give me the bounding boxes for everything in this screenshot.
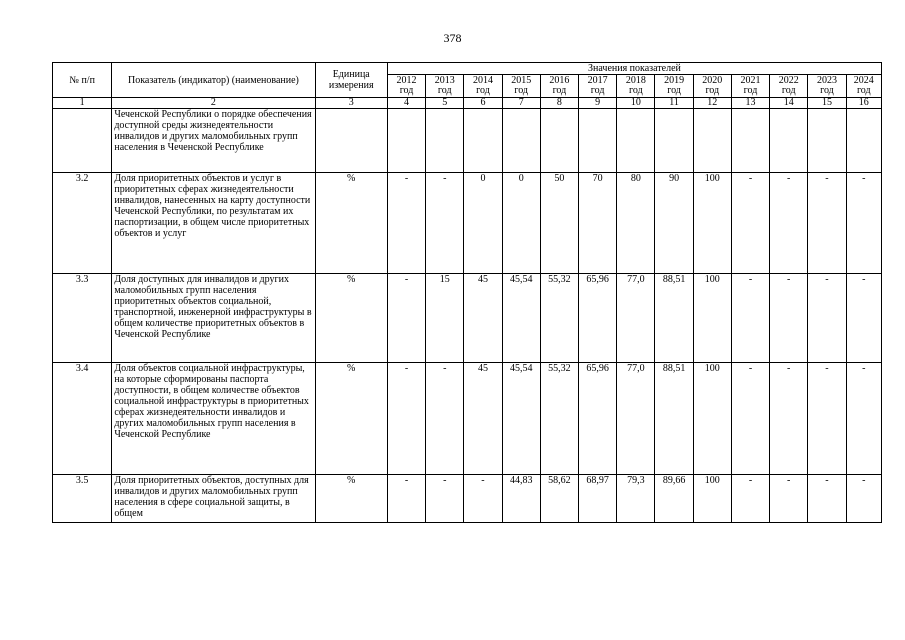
row-unit: % [315, 363, 387, 475]
header-year-value: 2022 [778, 75, 799, 86]
header-year-value: 2021 [740, 75, 761, 86]
column-number: 8 [540, 98, 578, 109]
column-number: 4 [387, 98, 425, 109]
row-value [655, 109, 693, 173]
header-year-suffix: год [667, 85, 681, 96]
row-value: 45 [464, 363, 502, 475]
row-value: - [770, 475, 808, 523]
header-year-suffix: год [743, 85, 758, 96]
row-value: - [387, 475, 425, 523]
row-value: 80 [617, 173, 655, 274]
row-value [808, 109, 846, 173]
row-value: 100 [693, 363, 731, 475]
header-year-suffix: год [399, 85, 414, 96]
row-value: 90 [655, 173, 693, 274]
row-value: 45 [464, 274, 502, 363]
row-value: - [426, 475, 464, 523]
header-year-suffix: год [820, 85, 834, 96]
row-value: - [846, 274, 881, 363]
row-value: 15 [426, 274, 464, 363]
column-number: 14 [770, 98, 808, 109]
header-year-suffix: год [629, 85, 643, 96]
row-indicator: Доля приоритетных объектов, доступных для инвалидов и других маломобильных групп населения в сфере социальной защиты, в общем [112, 475, 315, 523]
row-value: - [808, 475, 846, 523]
table-row [53, 109, 882, 173]
column-number: 1 [53, 98, 112, 109]
row-value: 45,54 [502, 363, 540, 475]
header-year-value: 2015 [511, 75, 532, 86]
column-number: 12 [693, 98, 731, 109]
table-row [53, 363, 882, 475]
row-value: 65,96 [579, 274, 617, 363]
column-number: 2 [112, 98, 315, 109]
table-row [53, 173, 882, 274]
row-value [617, 109, 655, 173]
row-value: 45,54 [502, 274, 540, 363]
row-number: 3.4 [53, 363, 112, 475]
column-number: 16 [846, 98, 881, 109]
header-num: № п/п [53, 63, 112, 98]
row-value [464, 109, 502, 173]
row-unit: % [315, 173, 387, 274]
row-value: - [731, 363, 769, 475]
row-indicator: Доля доступных для инвалидов и других маломобильных групп населения приоритетных объектов социальной, транспортной, инженерной инфраструктуры в общем количестве приоритетных объектов в Чеченской Республике [112, 274, 315, 363]
header-year [464, 75, 502, 98]
header-year-suffix: год [856, 85, 871, 96]
column-number: 11 [655, 98, 693, 109]
header-year [693, 75, 731, 98]
header-year-value: 2018 [625, 75, 646, 86]
header-year [540, 75, 578, 98]
header-values: Значения показателей [387, 63, 881, 75]
header-year [387, 75, 425, 98]
header-year-value: 2016 [549, 75, 570, 86]
row-value [731, 109, 769, 173]
header-year-suffix: год [552, 85, 567, 96]
row-value: 77,0 [617, 274, 655, 363]
column-number: 9 [579, 98, 617, 109]
column-number: 7 [502, 98, 540, 109]
row-value: 70 [579, 173, 617, 274]
row-number: 3.5 [53, 475, 112, 523]
row-value: 65,96 [579, 363, 617, 475]
row-indicator: Доля объектов социальной инфраструктуры, на которые сформированы паспорта доступности, в общем количестве объектов социальной инфраструктуры в приоритетных сферах жизнедеятельности инвалидов и других маломобильных групп населения в Чеченской Республике [112, 363, 315, 475]
table-row [53, 274, 882, 363]
row-value: - [426, 173, 464, 274]
header-year-value: 2012 [396, 75, 417, 86]
header-year-value: 2020 [702, 75, 723, 86]
column-number: 13 [731, 98, 769, 109]
row-unit [315, 109, 387, 173]
row-value [846, 109, 881, 173]
row-value: 58,62 [540, 475, 578, 523]
header-year [617, 75, 655, 98]
header-year-value: 2019 [664, 75, 685, 86]
row-value: - [770, 173, 808, 274]
row-value: - [808, 173, 846, 274]
header-indicator: Показатель (индикатор) (наименование) [112, 63, 315, 98]
header-year-value: 2024 [853, 75, 874, 86]
row-value [387, 109, 425, 173]
row-value: 79,3 [617, 475, 655, 523]
row-value: - [770, 363, 808, 475]
row-value: - [387, 274, 425, 363]
header-year-value: 2014 [472, 75, 493, 86]
column-number: 10 [617, 98, 655, 109]
row-value [502, 109, 540, 173]
row-value: - [731, 274, 769, 363]
header-year [502, 75, 540, 98]
row-unit: % [315, 274, 387, 363]
row-value: 88,51 [655, 363, 693, 475]
row-value: - [387, 363, 425, 475]
header-year-suffix: год [514, 85, 529, 96]
row-value: - [426, 363, 464, 475]
header-year-suffix: год [781, 85, 796, 96]
row-value: 100 [693, 173, 731, 274]
row-value [579, 109, 617, 173]
header-year [655, 75, 693, 98]
row-value: - [808, 363, 846, 475]
row-value: - [464, 475, 502, 523]
row-value: - [731, 173, 769, 274]
row-value: - [770, 274, 808, 363]
row-unit: % [315, 475, 387, 523]
header-year [770, 75, 808, 98]
column-numbers-row [53, 98, 882, 109]
row-value: 68,97 [579, 475, 617, 523]
header-year-suffix: год [476, 85, 490, 96]
row-value: 44,83 [502, 475, 540, 523]
row-value: 77,0 [617, 363, 655, 475]
row-value [540, 109, 578, 173]
header-year-value: 2013 [434, 75, 455, 86]
row-number [53, 109, 112, 173]
row-number: 3.2 [53, 173, 112, 274]
row-indicator: Чеченской Республики о порядке обеспечения доступной среды жизнедеятельности инвалидов и других маломобильных групп населения в Чеченской Республике [112, 109, 315, 173]
row-value: 55,32 [540, 274, 578, 363]
row-indicator: Доля приоритетных объектов и услуг в приоритетных сферах жизнедеятельности инвалидов, нанесенных на карту доступности Чеченской Республики, по результатам их паспортизации, в общем числе приоритетных объектов и услуг [112, 173, 315, 274]
row-value: - [846, 173, 881, 274]
header-year-suffix: год [590, 85, 605, 96]
column-number: 6 [464, 98, 502, 109]
row-value: 89,66 [655, 475, 693, 523]
row-value: 0 [464, 173, 502, 274]
header-year [846, 75, 881, 98]
row-value: 0 [502, 173, 540, 274]
row-value: 88,51 [655, 274, 693, 363]
row-value: 55,32 [540, 363, 578, 475]
header-year-suffix: год [437, 85, 452, 96]
row-value [426, 109, 464, 173]
header-year-suffix: год [705, 85, 720, 96]
row-value [770, 109, 808, 173]
indicators-table [52, 62, 882, 523]
column-number: 3 [315, 98, 387, 109]
row-value: - [846, 475, 881, 523]
row-value: 50 [540, 173, 578, 274]
row-value: 100 [693, 475, 731, 523]
row-value [693, 109, 731, 173]
header-year [808, 75, 846, 98]
row-value: - [808, 274, 846, 363]
column-number: 15 [808, 98, 846, 109]
header-year [426, 75, 464, 98]
header-year [731, 75, 769, 98]
row-value: - [387, 173, 425, 274]
row-value: - [731, 475, 769, 523]
row-value: - [846, 363, 881, 475]
page-number: 378 [443, 31, 462, 45]
table-row [53, 475, 882, 523]
header-year-value: 2023 [816, 75, 837, 86]
header-year [579, 75, 617, 98]
header-unit: Единица измерения [315, 63, 387, 98]
column-number: 5 [426, 98, 464, 109]
header-year-value: 2017 [587, 75, 608, 86]
row-number: 3.3 [53, 274, 112, 363]
row-value: 100 [693, 274, 731, 363]
